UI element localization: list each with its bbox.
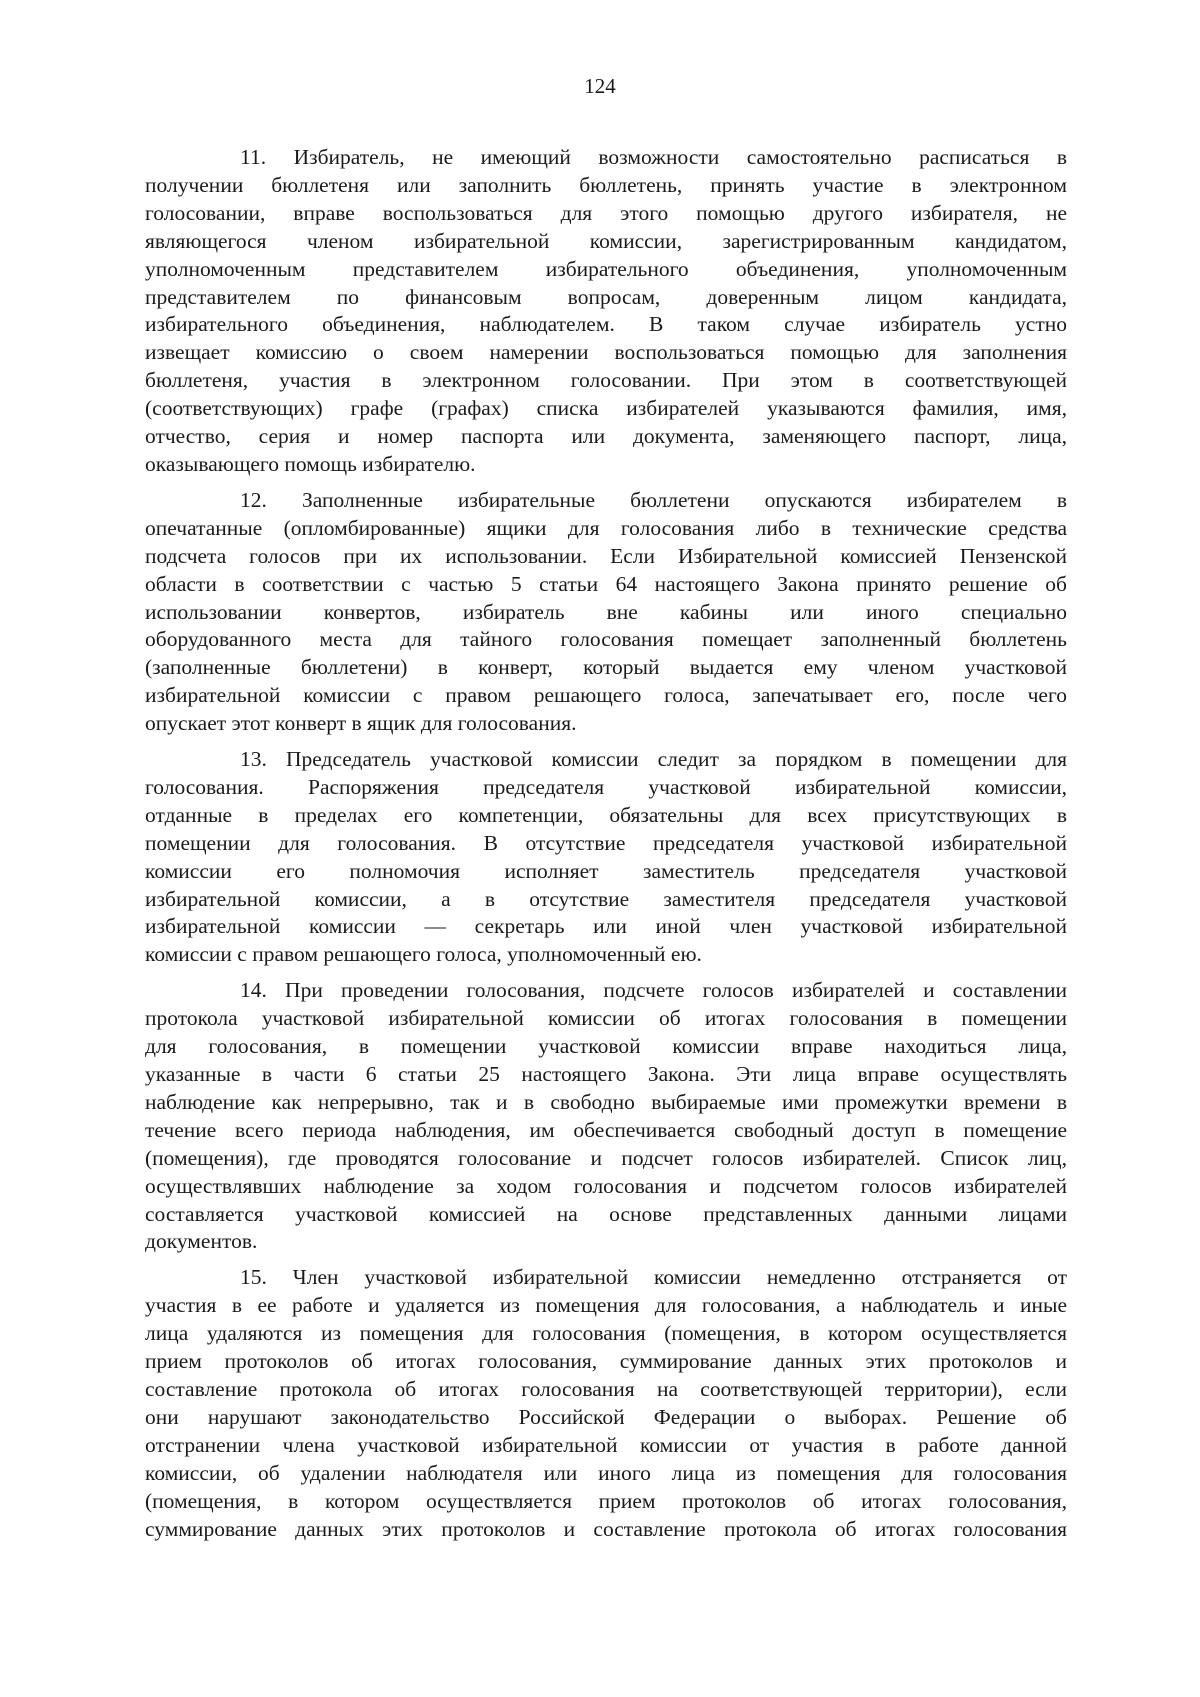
paragraph-line: (помещения, в котором осуществляется прием протоколов об итогах голосования, <box>145 1488 1067 1513</box>
paragraph-line: извещает комиссию о своем намерении воспользоваться помощью для заполнения <box>145 340 1067 365</box>
paragraph-line: (помещения), где проводятся голосование и подсчет голосов избирателей. Список лиц, <box>145 1145 1067 1170</box>
paragraph-line: осуществлявших наблюдение за ходом голосования и подсчетом голосов избирателей <box>145 1173 1067 1198</box>
paragraph <box>145 144 1067 479</box>
paragraph-line: голосования. Распоряжения председателя участковой избирательной комиссии, <box>145 774 1067 799</box>
paragraph-line: 14. При проведении голосования, подсчете голосов избирателей и составлении <box>240 978 1067 1003</box>
paragraph-line: представителем по финансовым вопросам, доверенным лицом кандидата, <box>145 284 1067 309</box>
paragraph-line: наблюдение как непрерывно, так и в свободно выбираемые ими промежутки времени в <box>145 1089 1067 1114</box>
paragraph-line: 15. Член участковой избирательной комиссии немедленно отстраняется от <box>240 1265 1067 1290</box>
paragraph-line: течение всего периода наблюдения, им обеспечивается свободный доступ в помещение <box>145 1117 1067 1142</box>
paragraph-line: помещении для голосования. В отсутствие председателя участковой избирательной <box>145 830 1067 855</box>
paragraph-line: комиссии его полномочия исполняет заместитель председателя участковой <box>145 858 1067 883</box>
paragraph-line: (соответствующих) графе (графах) списка избирателей указываются фамилия, имя, <box>145 396 1067 421</box>
paragraph-line: составление протокола об итогах голосования на соответствующей территории), если <box>145 1376 1067 1401</box>
paragraph-line: прием протоколов об итогах голосования, суммирование данных этих протоколов и <box>145 1349 1067 1374</box>
paragraph-line: комиссии с правом решающего голоса, уполномоченный ею. <box>145 942 702 967</box>
paragraph-line: отданные в пределах его компетенции, обязательны для всех присутствующих в <box>145 802 1067 827</box>
paragraph-line: отчество, серия и номер паспорта или документа, заменяющего паспорт, лица, <box>145 424 1067 449</box>
paragraph-line: протокола участковой избирательной комиссии об итогах голосования в помещении <box>145 1006 1067 1031</box>
document-body <box>145 144 1067 1551</box>
paragraph <box>145 1264 1067 1543</box>
paragraph-line: получении бюллетеня или заполнить бюллетень, принять участие в электронном <box>145 172 1067 197</box>
paragraph-line: составляется участковой комиссией на основе представленных данными лицами <box>145 1201 1067 1226</box>
paragraph-line: голосовании, вправе воспользоваться для этого помощью другого избирателя, не <box>145 200 1067 225</box>
paragraph <box>145 746 1067 969</box>
paragraph-line: избирательного объединения, наблюдателем. В таком случае избиратель устно <box>145 312 1067 337</box>
paragraph-line: участия в ее работе и удаляется из помещения для голосования, а наблюдатель и иные <box>145 1293 1067 1318</box>
paragraph-line: избирательной комиссии — секретарь или иной член участковой избирательной <box>145 914 1067 939</box>
paragraph-line: области в соответствии с частью 5 статьи 64 настоящего Закона принято решение об <box>145 571 1067 596</box>
paragraph-line: оказывающего помощь избирателю. <box>145 451 476 476</box>
paragraph-line: 13. Председатель участковой комиссии следит за порядком в помещении для <box>240 747 1067 772</box>
paragraph-line: суммирование данных этих протоколов и составление протокола об итогах голосования <box>145 1516 1067 1541</box>
paragraph-line: бюллетеня, участия в электронном голосовании. При этом в соответствующей <box>145 368 1067 393</box>
paragraph-line: опускает этот конверт в ящик для голосования. <box>145 711 577 736</box>
paragraph-line: документов. <box>145 1229 258 1254</box>
paragraph <box>145 487 1067 738</box>
page-number: 124 <box>584 74 616 98</box>
paragraph-line: лица удаляются из помещения для голосования (помещения, в котором осуществляется <box>145 1321 1067 1346</box>
paragraph-line: комиссии, об удалении наблюдателя или иного лица из помещения для голосования <box>145 1460 1067 1485</box>
paragraph-line: 12. Заполненные избирательные бюллетени опускаются избирателем в <box>240 487 1067 512</box>
paragraph-line: для голосования, в помещении участковой комиссии вправе находиться лица, <box>145 1034 1067 1059</box>
paragraph-line: указанные в части 6 статьи 25 настоящего Закона. Эти лица вправе осуществлять <box>145 1062 1067 1086</box>
paragraph-line: избирательной комиссии, а в отсутствие заместителя председателя участковой <box>145 886 1067 911</box>
paragraph-line: отстранении члена участковой избирательной комиссии от участия в работе данной <box>145 1432 1067 1457</box>
paragraph-line: они нарушают законодательство Российской Федерации о выборах. Решение об <box>145 1404 1067 1429</box>
paragraph-line: уполномоченным представителем избирательного объединения, уполномоченным <box>145 256 1067 281</box>
paragraph-line: (заполненные бюллетени) в конверт, который выдается ему членом участковой <box>145 655 1067 680</box>
paragraph-line: подсчета голосов при их использовании. Если Избирательной комиссией Пензенской <box>145 543 1067 568</box>
paragraph-line: являющегося членом избирательной комиссии, зарегистрированным кандидатом, <box>145 228 1067 253</box>
paragraph-line: использовании конвертов, избиратель вне кабины или иного специально <box>145 599 1067 624</box>
paragraph-line: 11. Избиратель, не имеющий возможности самостоятельно расписаться в <box>240 145 1067 169</box>
paragraph <box>145 977 1067 1256</box>
paragraph-line: избирательной комиссии с правом решающего голоса, запечатывает его, после чего <box>145 683 1067 708</box>
paragraph-line: оборудованного места для тайного голосования помещает заполненный бюллетень <box>145 627 1067 652</box>
paragraph-line: опечатанные (опломбированные) ящики для голосования либо в технические средства <box>145 515 1067 540</box>
